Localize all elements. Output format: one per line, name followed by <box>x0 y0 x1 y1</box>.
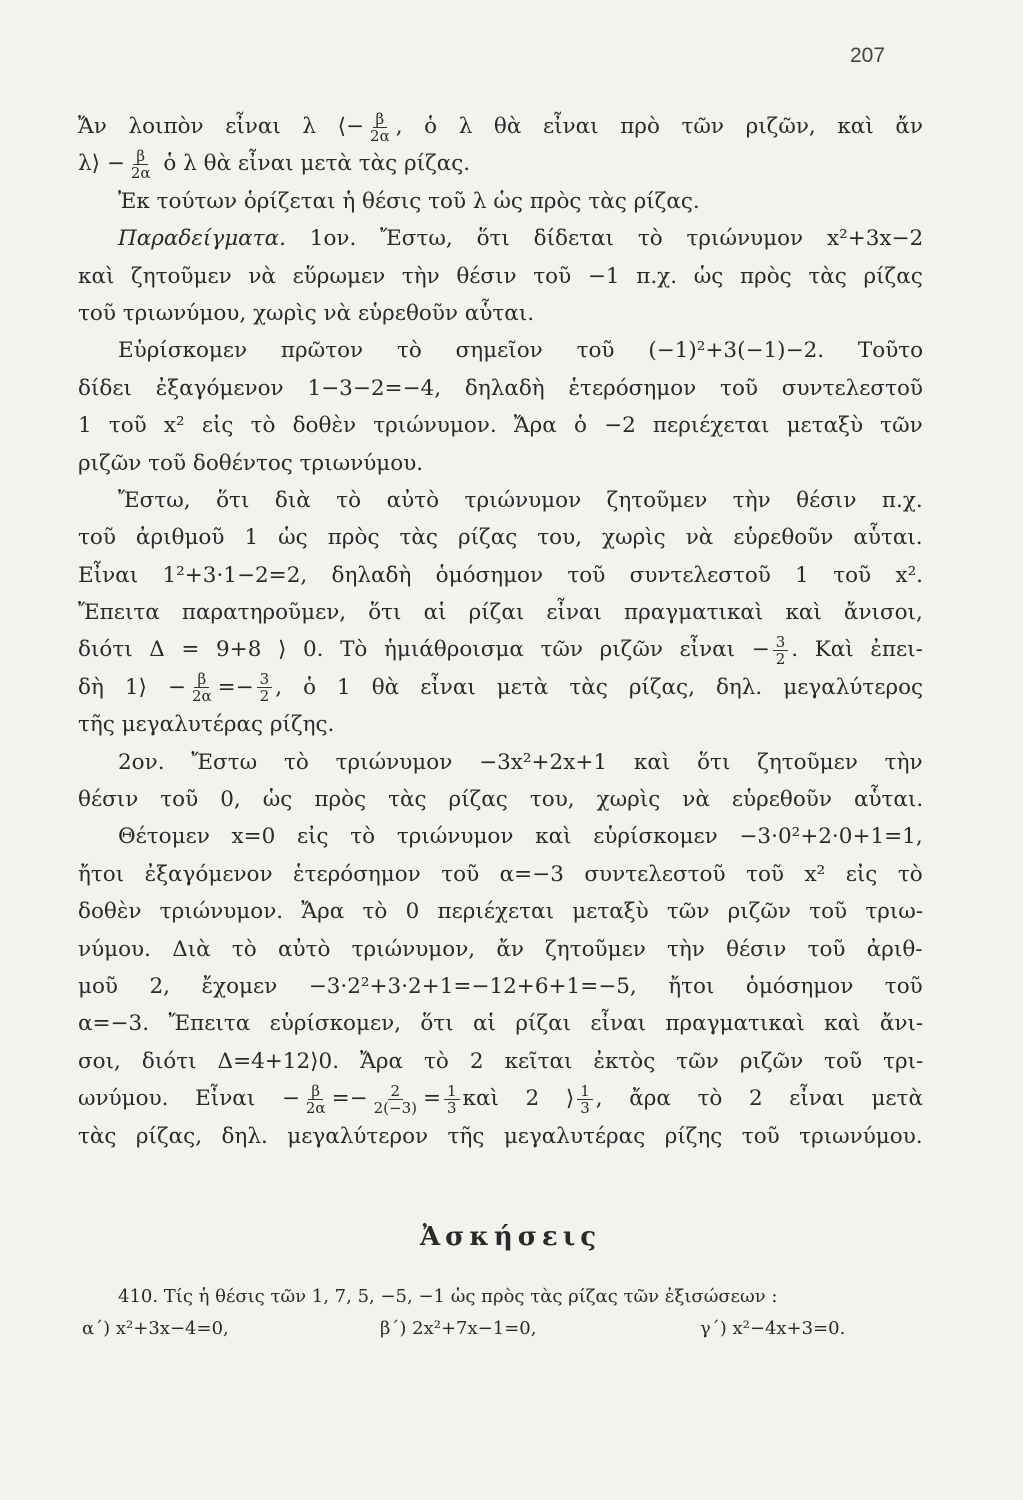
text-segment: . Καὶ ἐπει- <box>791 637 923 663</box>
text-line <box>78 482 923 519</box>
text-line-content <box>78 108 923 145</box>
fraction-numerator: 3 <box>773 634 789 651</box>
text-line <box>78 295 923 332</box>
text-line <box>78 445 923 482</box>
text-segment: ωνύμου. Εἶναι − <box>78 1086 300 1112</box>
text-segment: λ⟩ − <box>78 151 125 177</box>
fraction-denominator: 3 <box>580 1098 590 1117</box>
text-line <box>78 1005 923 1042</box>
fraction-denominator: 2α <box>130 163 151 182</box>
fraction <box>577 1083 593 1116</box>
text-line-content <box>78 856 923 893</box>
text-line-content <box>78 968 923 1005</box>
text-segment: α=−3. Ἔπειτα εὑρίσκομεν, ὅτι αἱ ρίζαι εἶναι πραγματικαὶ καὶ ἄνι- <box>78 1011 924 1037</box>
text-segment: σοι, διότι Δ=4+12⟩0. Ἄρα τὸ 2 κεῖται ἐκτὸς τῶν ριζῶν τοῦ τρι- <box>78 1048 924 1074</box>
text-line-content <box>78 295 534 332</box>
text-segment: =− <box>331 1086 368 1112</box>
text-segment: ὁ λ θὰ εἶναι μετὰ τὰς ρίζας. <box>156 151 471 177</box>
text-segment: θέσιν τοῦ 0, ὡς πρὸς τὰς ρίζας του, χωρὶς νὰ εὑρεθοῦν αὗται. <box>78 787 924 813</box>
text-line <box>78 706 923 743</box>
exercises-title: Ἀσκήσεις <box>420 1222 602 1252</box>
fraction <box>371 1083 420 1116</box>
text-line-content <box>118 818 923 855</box>
text-line <box>78 332 923 369</box>
text-line-content <box>118 220 923 257</box>
text-line-content <box>78 594 923 631</box>
text-line-content <box>78 1043 923 1080</box>
text-segment: = <box>422 1086 441 1112</box>
fraction-denominator: 2 <box>775 649 786 668</box>
text-segment: =− <box>217 674 254 700</box>
fraction-denominator: 2α <box>305 1098 326 1117</box>
fraction <box>773 634 789 667</box>
text-line-content <box>118 183 700 220</box>
text-segment: καὶ 2 ⟩ <box>462 1086 575 1112</box>
text-line <box>78 370 923 407</box>
fraction-numerator: β <box>194 671 209 688</box>
text-line <box>78 407 923 444</box>
text-segment: , ὁ 1 θὰ εἶναι μετὰ τὰς ρίζας, δηλ. μεγαλύτερος <box>275 674 924 700</box>
text-segment: νύμου. Διὰ τὸ αὐτὸ τριώνυμον, ἄν ζητοῦμεν τὴν θέσιν τοῦ ἀριθ- <box>78 936 923 962</box>
fraction-denominator: 2 <box>259 687 270 706</box>
text-line-content <box>78 557 923 594</box>
fraction-denominator: 2α <box>191 687 212 706</box>
text-line <box>78 968 923 1005</box>
text-segment: δὴ 1⟩ − <box>78 674 186 700</box>
text-segment: , ὁ λ θὰ εἶναι πρὸ τῶν ριζῶν, καὶ ἄν <box>395 114 923 139</box>
text-line-content <box>78 407 923 444</box>
italic-heading: Παραδείγματα. <box>118 226 286 252</box>
text-segment: τῆς μεγαλυτέρας ρίζης. <box>78 712 335 738</box>
page-number: 207 <box>850 44 886 67</box>
text-segment: , ἄρα τὸ 2 εἶναι μετὰ <box>595 1086 923 1112</box>
text-line-content <box>78 1118 923 1155</box>
text-line-content <box>78 370 923 407</box>
text-segment: τοῦ ἀριθμοῦ 1 ὡς πρὸς τὰς ρίζας του, χωρὶς νὰ εὑρεθοῦν αὗται. <box>78 525 923 551</box>
text-line-content <box>78 781 923 818</box>
fraction <box>257 671 273 704</box>
text-segment: Εἶναι 1²+3·1−2=2, δηλαδὴ ὁμόσημον τοῦ συντελεστοῦ 1 τοῦ x². <box>78 562 924 588</box>
exercise-410-intro: 410. Τίς ἡ θέσις τῶν 1, 7, 5, −5, −1 ὡς πρὸς τὰς ρίζας τῶν ἐξισώσεων : <box>118 1286 778 1307</box>
text-segment: τοῦ τριωνύμου, χωρὶς νὰ εὑρεθοῦν αὗται. <box>78 300 535 326</box>
fraction <box>303 1083 329 1116</box>
text-segment: τὰς ρίζας, δηλ. μεγαλύτερον τῆς μεγαλυτέρας ρίζης τοῦ τριωνύμου. <box>78 1123 923 1149</box>
text-line-content <box>78 669 923 706</box>
text-line <box>78 258 923 295</box>
text-line <box>78 1043 923 1080</box>
text-line <box>78 145 923 182</box>
text-line <box>78 744 923 781</box>
text-line-content <box>118 332 923 369</box>
text-line-content <box>118 482 923 519</box>
exercise-410-c: γ΄) x²−4x+3=0. <box>700 1318 846 1339</box>
text-line <box>78 183 923 220</box>
text-line <box>78 1118 923 1155</box>
text-segment: Ἔστω, ὅτι διὰ τὸ αὐτὸ τριώνυμον ζητοῦμεν τὴν θέσιν π.χ. <box>118 487 923 513</box>
fraction-numerator: β <box>308 1083 323 1100</box>
text-segment: 2ον. Ἔστω τὸ τριώνυμον −3x²+2x+1 καὶ ὅτι ζητοῦμεν τὴν <box>118 749 923 775</box>
text-line-content <box>78 931 923 968</box>
text-line <box>78 557 923 594</box>
text-segment: Θέτομεν x=0 εἰς τὸ τριώνυμον καὶ εὑρίσκομεν −3·0²+2·0+1=1, <box>118 824 923 850</box>
text-line <box>78 781 923 818</box>
fraction-numerator: β <box>133 148 148 165</box>
text-line <box>78 220 923 257</box>
exercise-410-b: β΄) 2x²+7x−1=0, <box>380 1318 537 1339</box>
text-segment: ἤτοι ἐξαγόμενον ἑτερόσημον τοῦ α=−3 συντελεστοῦ τοῦ x² εἰς τὸ <box>78 861 923 887</box>
fraction <box>128 148 154 181</box>
text-line <box>78 893 923 930</box>
text-line-content <box>78 893 923 930</box>
text-line <box>78 669 923 706</box>
text-line-content <box>78 145 470 182</box>
fraction-denominator: 2(−3) <box>373 1098 417 1117</box>
exercise-410-a: α΄) x²+3x−4=0, <box>82 1318 229 1339</box>
fraction-numerator: 1 <box>577 1083 593 1100</box>
text-segment: Ἐκ τούτων ὁρίζεται ἡ θέσις τοῦ λ ὡς πρὸς τὰς ρίζας. <box>118 188 700 214</box>
text-line-content <box>78 1080 923 1117</box>
text-line <box>78 931 923 968</box>
text-segment: Ἔπειτα παρατηροῦμεν, ὅτι αἱ ρίζαι εἶναι πραγματικαὶ καὶ ἄνισοι, <box>78 600 923 626</box>
text-segment: δοθὲν τριώνυμον. Ἄρα τὸ 0 περιέχεται μεταξὺ τῶν ριζῶν τοῦ τριω- <box>78 899 924 925</box>
text-line <box>78 818 923 855</box>
text-line-content <box>78 519 923 556</box>
text-line-content <box>78 445 423 482</box>
text-line-content <box>78 631 923 668</box>
text-line-content <box>118 744 923 781</box>
text-segment: διότι Δ = 9+8 ⟩ 0. Τὸ ἡμιάθροισμα τῶν ριζῶν εἶναι − <box>78 637 770 663</box>
text-line-content <box>78 706 334 743</box>
fraction-denominator: 3 <box>446 1098 457 1117</box>
text-segment: καὶ ζητοῦμεν νὰ εὕρωμεν τὴν θέσιν τοῦ −1 π.χ. ὡς πρὸς τὰς ρίζας <box>78 263 923 289</box>
text-line <box>78 631 923 668</box>
text-segment: Εὑρίσκομεν πρῶτον τὸ σημεῖον τοῦ (−1)²+3(−1)−2. Τοῦτο <box>118 338 924 364</box>
text-segment: Ἄν λοιπὸν εἶναι λ ⟨− <box>78 114 365 139</box>
text-line <box>78 519 923 556</box>
fraction-numerator: 2 <box>388 1083 404 1100</box>
text-segment: 1 τοῦ x² εἰς τὸ δοθὲν τριώνυμον. Ἄρα ὁ −2 περιέχεται μεταξὺ τῶν <box>78 413 923 439</box>
fraction-numerator: 1 <box>444 1083 460 1100</box>
text-segment: 1ον. Ἔστω, ὅτι δίδεται τὸ τριώνυμον x²+3x−2 <box>285 226 924 252</box>
fraction <box>367 111 393 144</box>
text-line <box>78 856 923 893</box>
fraction <box>444 1083 460 1116</box>
fraction-numerator: 3 <box>257 671 273 688</box>
text-line-content <box>78 1005 923 1042</box>
text-segment: μοῦ 2, ἔχομεν −3·2²+3·2+1=−12+6+1=−5, ἤτοι ὁμόσημον τοῦ <box>78 973 923 999</box>
fraction-denominator: 2α <box>370 126 390 145</box>
fraction <box>189 671 215 704</box>
text-segment: δίδει ἐξαγόμενον 1−3−2=−4, δηλαδὴ ἑτερόσημον τοῦ συντελεστοῦ <box>78 375 923 401</box>
fraction-numerator: β <box>373 111 388 128</box>
text-line-content <box>78 258 923 295</box>
text-line <box>78 108 923 145</box>
text-line <box>78 1080 923 1117</box>
text-line <box>78 594 923 631</box>
body-text <box>78 108 923 1155</box>
text-segment: ριζῶν τοῦ δοθέντος τριωνύμου. <box>78 450 424 476</box>
